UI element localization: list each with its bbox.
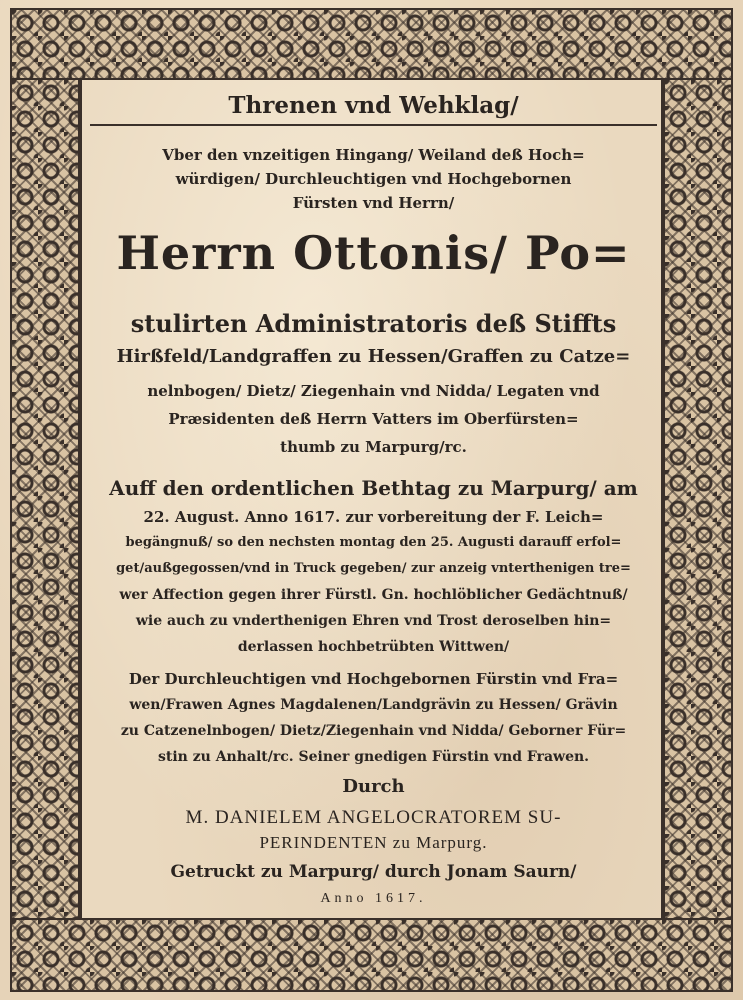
top-rule <box>90 124 657 126</box>
subtitle-line-2: würdigen/ Durchleuchtigen vnd Hochgebornen <box>175 170 572 188</box>
occasion-line-4: wer Affection gegen ihrer Fürstl. Gn. hochlöblicher Gedächtnuß/ <box>119 587 628 603</box>
text-panel <box>80 80 663 918</box>
ornamental-border-bottom <box>10 918 733 992</box>
dedication-line-1: Der Durchleuchtigen vnd Hochgebornen Fürstin vnd Fra= <box>128 670 619 688</box>
occasion-line-5: wie auch zu vnderthenigen Ehren vnd Trost deroselben hin= <box>135 613 612 629</box>
by-line: Durch <box>342 776 405 797</box>
imprint: Getruckt zu Marpurg/ durch Jonam Saurn/ <box>170 862 577 882</box>
titles-line-3: nelnbogen/ Dietz/ Ziegenhain vnd Nidda/ Legaten vnd <box>147 382 600 400</box>
occasion-line-3: get/außgegossen/vnd in Truck gegeben/ zur anzeig vnterthenigen tre= <box>116 561 631 576</box>
occasion-line-1: 22. August. Anno 1617. zur vorbereitung der F. Leich= <box>143 508 604 526</box>
titles-line-5: thumb zu Marpurg/rc. <box>280 438 467 456</box>
ornamental-border-left <box>10 78 80 920</box>
occasion-lead: Auff den ordentlichen Bethtag zu Marpurg/ am <box>109 476 638 500</box>
ornamental-border-top <box>10 8 733 80</box>
dedication-line-3: zu Catzenelnbogen/ Dietz/Ziegenhain vnd Nidda/ Geborner Für= <box>120 723 627 739</box>
ornamental-border-right <box>663 78 733 920</box>
titles-line-1: stulirten Administratoris deß Stiffts <box>130 309 617 338</box>
occasion-line-2: begängnuß/ so den nechsten montag den 25. Augusti darauff erfol= <box>125 535 622 550</box>
titles-line-2: Hirßfeld/Landgraffen zu Hessen/Graffen zu Catze= <box>116 346 631 367</box>
dedication-line-4: stin zu Anhalt/rc. Seiner gnedigen Fürstin vnd Frawen. <box>157 749 590 765</box>
occasion-line-6: derlassen hochbetrübten Wittwen/ <box>237 639 510 655</box>
author-line-1: M. DANIELEM ANGELOCRATOREM SU- <box>185 807 562 828</box>
name-line: Herrn Ottonis/ Po= <box>116 226 631 280</box>
titles-line-4: Præsidenten deß Herrn Vatters im Oberfürsten= <box>168 410 579 428</box>
imprint-year: Anno 1617. <box>320 891 427 906</box>
subtitle-line-3: Fürsten vnd Herrn/ <box>292 194 455 212</box>
dedication-line-2: wen/Frawen Agnes Magdalenen/Landgrävin zu Hessen/ Grävin <box>129 697 618 713</box>
author-line-2: PERINDENTEN zu Marpurg. <box>259 833 488 852</box>
heading: Threnen vnd Wehklag/ <box>228 92 519 119</box>
subtitle-line-1: Vber den vnzeitigen Hingang/ Weiland deß Hoch= <box>162 146 585 164</box>
